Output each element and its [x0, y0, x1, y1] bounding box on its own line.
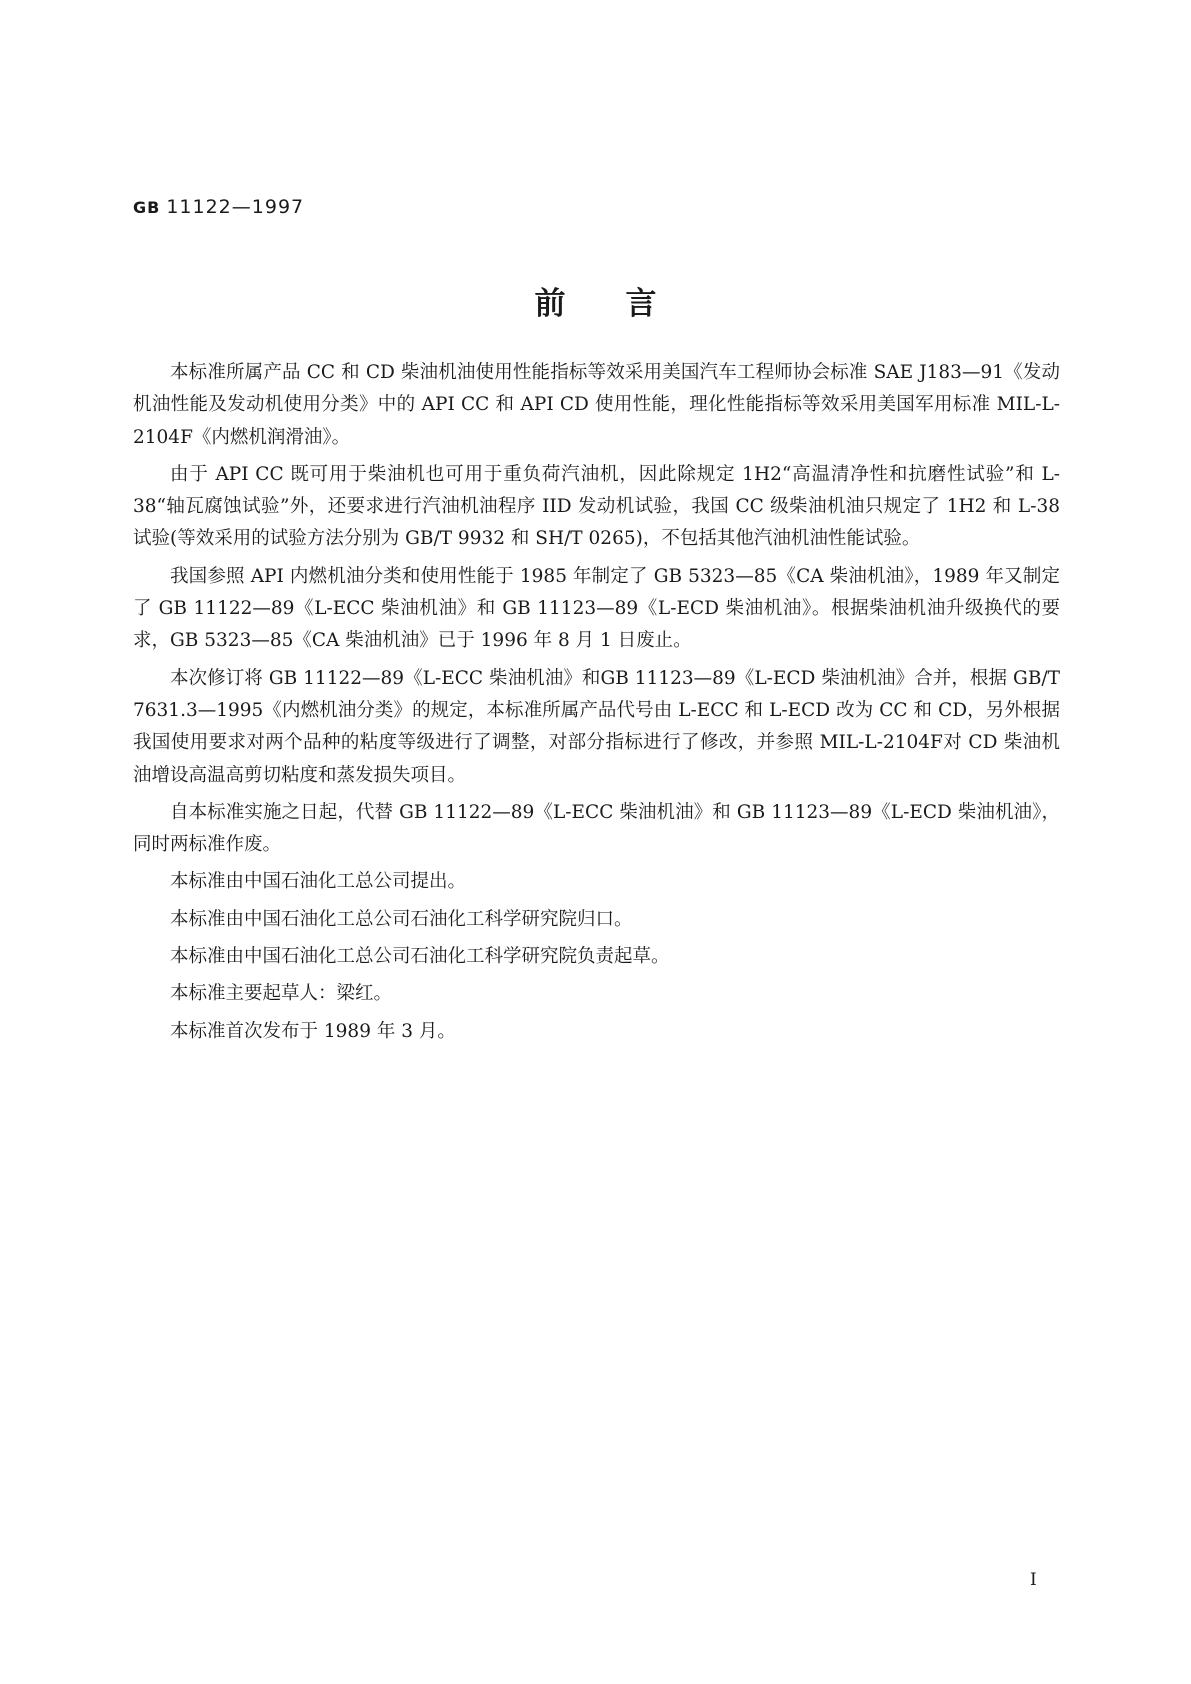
paragraph: 我国参照 API 内燃机油分类和使用性能于 1985 年制定了 GB 5323—85《CA 柴油机油》，1989 年又制定了 GB 11122—89《L-ECC 柴油机油》和 GB 11123—89《L-ECD 柴油机油》。根据柴油机油升级换代的要求，GB 5323—85《CA 柴油机油》已于 1996 年 8 月 1 日废止。: [133, 565, 1060, 652]
paragraph: 本标准首次发布于 1989 年 3 月。: [170, 1020, 456, 1042]
standard-number: 11122—1997: [166, 196, 305, 218]
paragraph: 本标准由中国石油化工总公司石油化工科学研究院负责起草。: [170, 946, 670, 968]
standard-code-header: [133, 196, 304, 218]
foreword-body: [133, 357, 1060, 1053]
paragraph: 本次修订将 GB 11122—89《L-ECC 柴油机油》和GB 11123—89《L-ECD 柴油机油》合并，根据 GB/T 7631.3—1995《内燃机油分类》的规定，本标准所属产品代号由 L-ECC 和 L-ECD 改为 CC 和 CD，另外根据我国使用要求对两个品种的粘度等级进行了调整，对部分指标进行了修改，并参照 MIL-L-2104F对 CD 柴油机油增设高温高剪切粘度和蒸发损失项目。: [133, 667, 1060, 786]
paragraph: 本标准主要起草人：梁红。: [170, 983, 393, 1005]
page-number: I: [1030, 1570, 1037, 1590]
section-title: 前言: [534, 286, 717, 322]
paragraph: 本标准由中国石油化工总公司石油化工科学研究院归口。: [170, 908, 633, 930]
standard-prefix: GB: [133, 198, 161, 217]
paragraph: 由于 API CC 既可用于柴油机也可用于重负荷汽油机，因此除规定 1H2“高温清净性和抗磨性试验”和 L-38“轴瓦腐蚀试验”外，还要求进行汽油机油程序 IID 发动机试验，我国 CC 级柴油机油只规定了 1H2 和 L-38 试验(等效采用的试验方法分别为 GB/T 9932 和 SH/T 0265)，不包括其他汽油机油性能试验。: [133, 463, 1060, 550]
paragraph: 自本标准实施之日起，代替 GB 11122—89《L-ECC 柴油机油》和 GB 11123—89《L-ECD 柴油机油》，同时两标准作废。: [133, 801, 1060, 856]
paragraph: 本标准由中国石油化工总公司提出。: [170, 871, 467, 893]
paragraph: 本标准所属产品 CC 和 CD 柴油机油使用性能指标等效采用美国汽车工程师协会标准 SAE J183—91《发动机油性能及发动机使用分类》中的 API CC 和 API CD 使用性能，理化性能指标等效采用美国军用标准 MIL-L-2104F《内燃机润滑油》。: [133, 362, 1060, 448]
